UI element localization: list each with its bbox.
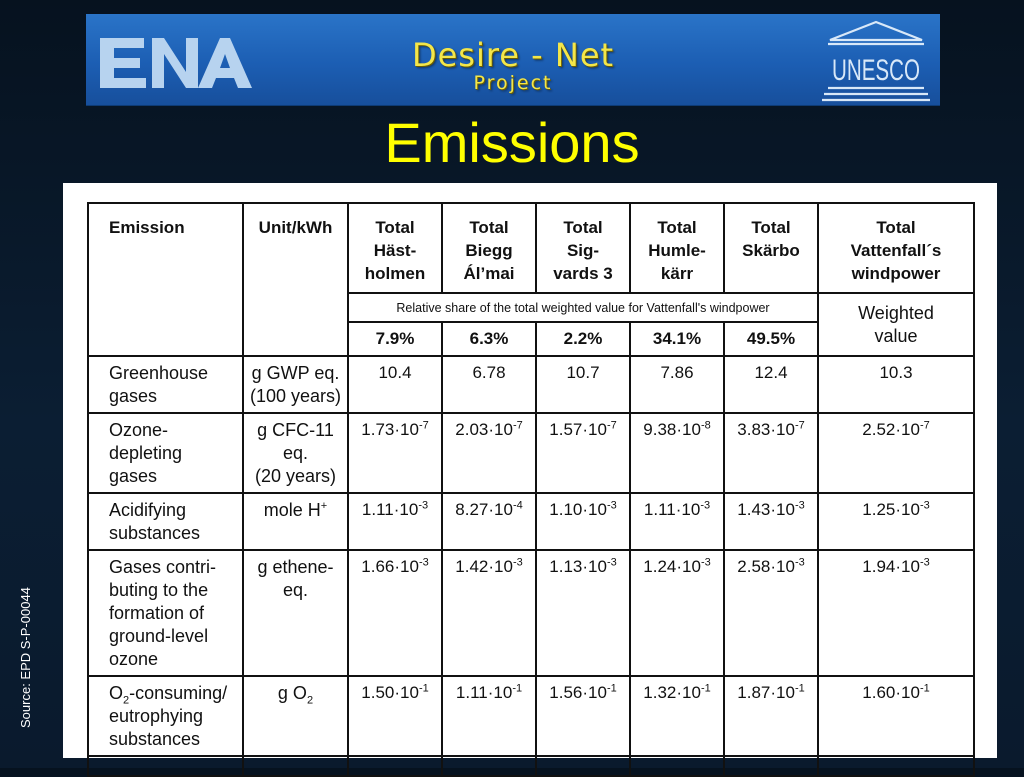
value-cell: $1.43\cdot 10^{-3}$ bbox=[724, 493, 818, 550]
emission-name: Greenhouse gases bbox=[88, 356, 243, 413]
emissions-table bbox=[87, 202, 975, 777]
unit-cell: g GWP eq. (100 years) bbox=[243, 356, 348, 413]
value-cell: 12.4 bbox=[724, 356, 818, 413]
table-row bbox=[88, 676, 974, 756]
unesco-logo-text: UNESCO bbox=[832, 54, 920, 87]
unesco-logo bbox=[822, 18, 930, 102]
table-row bbox=[88, 493, 974, 550]
slide-title: Emissions bbox=[384, 111, 640, 174]
table-row-cut bbox=[88, 756, 974, 776]
value-cell: 6.78 bbox=[442, 356, 536, 413]
value-cell: $1.42\cdot 10^{-3}$ bbox=[442, 550, 536, 676]
value-cell: $1.60\cdot 10^{-1}$ bbox=[818, 676, 974, 756]
table-row bbox=[88, 413, 974, 493]
share-value: 34.1% bbox=[630, 322, 724, 356]
value-cell: $1.13\cdot 10^{-3}$ bbox=[536, 550, 630, 676]
value-cell: 10.7 bbox=[536, 356, 630, 413]
value-cell: $2.58\cdot 10^{-3}$ bbox=[724, 550, 818, 676]
value-cell: $1.94\cdot 10^{-3}$ bbox=[818, 550, 974, 676]
value-cell: $2.52\cdot 10^{-7}$ bbox=[818, 413, 974, 493]
value-cell: $1.50\cdot 10^{-1}$ bbox=[348, 676, 442, 756]
value-cell: $1.10\cdot 10^{-3}$ bbox=[536, 493, 630, 550]
share-value: 49.5% bbox=[724, 322, 818, 356]
header-emission: Emission bbox=[88, 203, 243, 356]
header-site: Total Häst- holmen bbox=[348, 203, 442, 293]
weighted-value-label: Weighted value bbox=[818, 293, 974, 356]
unit-cell: g $O_2$ bbox=[243, 676, 348, 756]
value-cell: $1.25\cdot 10^{-3}$ bbox=[818, 493, 974, 550]
value-cell: $1.11\cdot 10^{-3}$ bbox=[630, 493, 724, 550]
header-site: Total Sig- vards 3 bbox=[536, 203, 630, 293]
relative-share-label: Relative share of the total weighted value for Vattenfall's windpower bbox=[348, 293, 818, 322]
emission-name: Acidifying substances bbox=[88, 493, 243, 550]
header-site: Total Skärbo bbox=[724, 203, 818, 293]
value-cell: $1.32\cdot 10^{-1}$ bbox=[630, 676, 724, 756]
value-cell: $8.27\cdot 10^{-4}$ bbox=[442, 493, 536, 550]
share-value: 6.3% bbox=[442, 322, 536, 356]
emission-name: Gases contri- buting to the formation of ground-level ozone bbox=[88, 550, 243, 676]
value-cell: 10.4 bbox=[348, 356, 442, 413]
table-row bbox=[88, 550, 974, 676]
header-row bbox=[88, 203, 974, 293]
value-cell: $9.38\cdot 10^{-8}$ bbox=[630, 413, 724, 493]
banner-subtitle: Project bbox=[473, 72, 553, 94]
unit-cell: mole H+ bbox=[243, 493, 348, 550]
value-cell: $1.87\cdot 10^{-1}$ bbox=[724, 676, 818, 756]
value-cell: 7.86 bbox=[630, 356, 724, 413]
table-row bbox=[88, 356, 974, 413]
header-unit: Unit/kWh bbox=[243, 203, 348, 356]
share-value: 2.2% bbox=[536, 322, 630, 356]
document-image bbox=[63, 183, 997, 758]
value-cell: $2.03\cdot 10^{-7}$ bbox=[442, 413, 536, 493]
value-cell: $1.11\cdot 10^{-3}$ bbox=[348, 493, 442, 550]
banner-title: Desire - Net bbox=[411, 36, 615, 74]
value-cell: $1.57\cdot 10^{-7}$ bbox=[536, 413, 630, 493]
header-banner bbox=[86, 14, 940, 106]
emission-name: $O_2-consuming/$ eutrophying substances bbox=[88, 676, 243, 756]
header-total: Total Vattenfall´s windpower bbox=[818, 203, 974, 293]
value-cell: $3.83\cdot 10^{-7}$ bbox=[724, 413, 818, 493]
header-site: Total Humle- kärr bbox=[630, 203, 724, 293]
value-cell: $1.11\cdot 10^{-1}$ bbox=[442, 676, 536, 756]
value-cell: $1.56\cdot 10^{-1}$ bbox=[536, 676, 630, 756]
value-cell: $1.73\cdot 10^{-7}$ bbox=[348, 413, 442, 493]
share-value: 7.9% bbox=[348, 322, 442, 356]
value-cell: 10.3 bbox=[818, 356, 974, 413]
header-site: Total Biegg Ál’mai bbox=[442, 203, 536, 293]
unit-cell: g ethene- eq. bbox=[243, 550, 348, 676]
source-note: Source: EPD S-P-00044 bbox=[18, 587, 33, 728]
emission-name: Ozone- depleting gases bbox=[88, 413, 243, 493]
unit-cell: g CFC-11 eq. (20 years) bbox=[243, 413, 348, 493]
value-cell: $1.24\cdot 10^{-3}$ bbox=[630, 550, 724, 676]
value-cell: $1.66\cdot 10^{-3}$ bbox=[348, 550, 442, 676]
